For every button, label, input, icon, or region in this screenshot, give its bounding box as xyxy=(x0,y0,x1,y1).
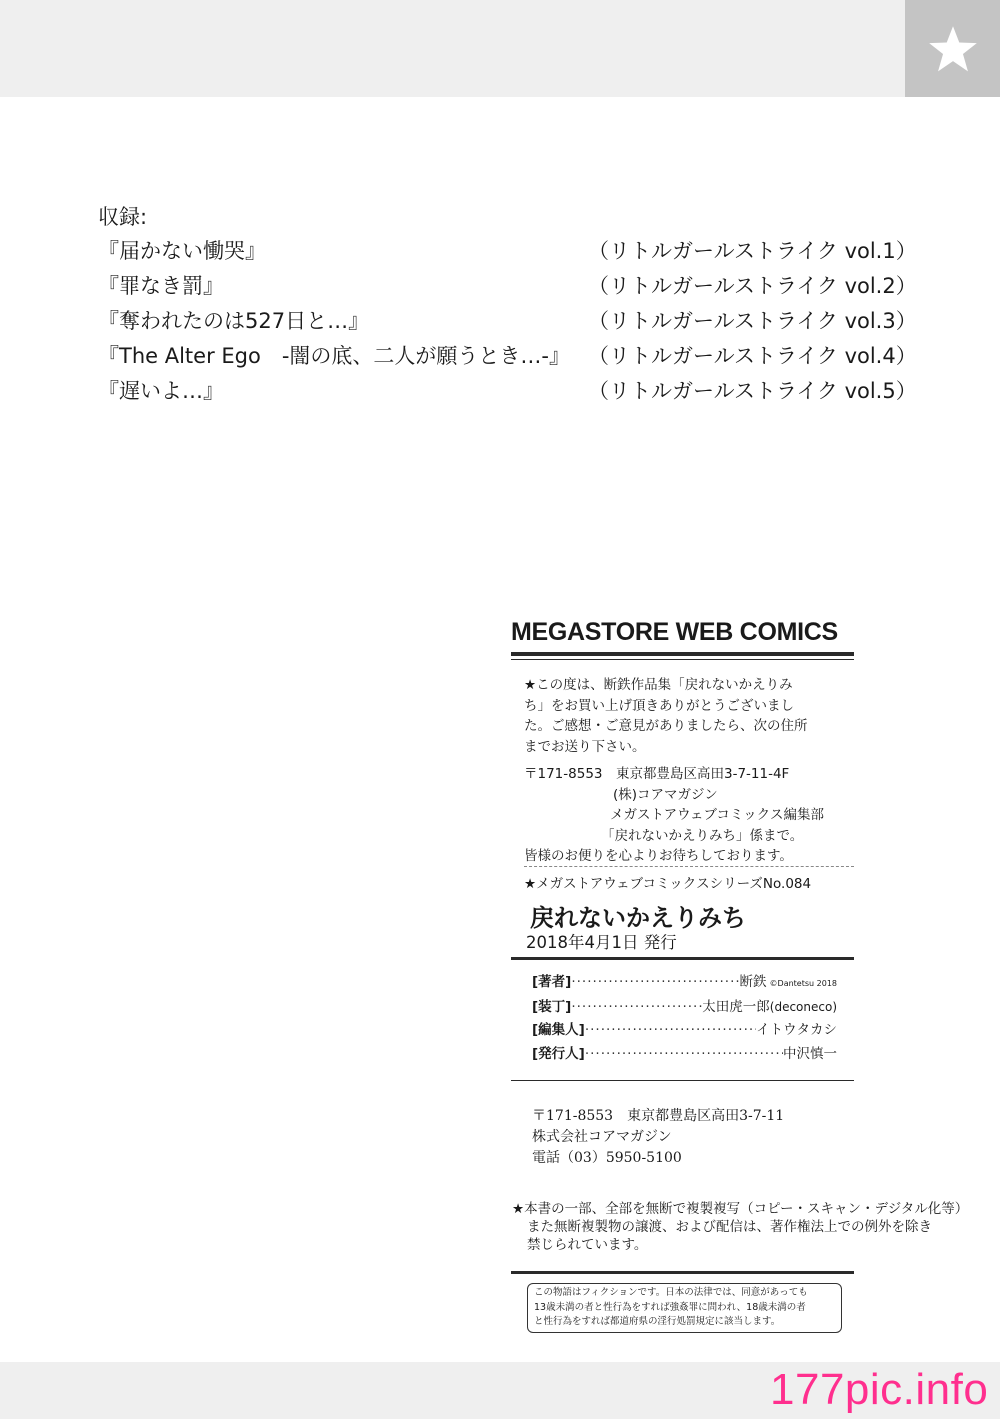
story-title: 『届かない慟哭』 xyxy=(98,239,266,263)
contents-row xyxy=(98,269,917,304)
leader-dots xyxy=(571,971,739,995)
contents-row xyxy=(98,339,917,374)
address-line: 〒171-8553 東京都豊島区高田3-7-11 xyxy=(532,1108,785,1124)
star-icon xyxy=(927,23,979,75)
message-line: ち」をお買い上げ頂きありがとうございまし xyxy=(524,697,794,714)
leader-dots xyxy=(571,996,702,1020)
story-source: （リトルガールストライク vol.5） xyxy=(588,379,917,403)
star-badge xyxy=(905,0,1000,97)
credit-role: [装丁] xyxy=(532,998,572,1015)
credit-row xyxy=(532,1043,837,1067)
credit-name: 中沢慎一 xyxy=(783,1045,837,1062)
story-source: （リトルガールストライク vol.4） xyxy=(588,344,917,368)
contents-list xyxy=(98,200,917,409)
divider xyxy=(511,659,854,660)
message-line: た。ご感想・ご意見がありましたら、次の住所 xyxy=(524,718,808,734)
address-line: 電話（03）5950-5100 xyxy=(532,1150,682,1166)
contents-row xyxy=(98,234,917,269)
address-line: メガストアウェブコミックス編集部 xyxy=(610,807,824,823)
story-source: （リトルガールストライク vol.3） xyxy=(588,309,917,333)
credit-name: 断鉄 xyxy=(739,974,767,990)
credit-row xyxy=(532,1019,837,1043)
top-band xyxy=(0,0,1000,97)
contents-heading: 収録: xyxy=(98,205,148,229)
notice-line: ★本書の一部、全部を無断で複製複写（コピー・スキャン・デジタル化等） xyxy=(512,1201,969,1217)
story-title: 『罪なき罰』 xyxy=(98,274,224,298)
book-title: 戻れないかえりみち xyxy=(530,904,746,932)
fiction-disclaimer xyxy=(527,1283,842,1333)
story-title: 『The Alter Ego -闇の底、二人が願うとき…-』 xyxy=(98,344,570,368)
credit-name: イトウタカシ xyxy=(756,1022,837,1038)
credit-row xyxy=(532,996,837,1020)
contents-row xyxy=(98,304,917,339)
series-label: ★メガストアウェブコミックスシリーズNo.084 xyxy=(524,876,812,892)
mail-address xyxy=(524,764,854,846)
story-source: （リトルガールストライク vol.1） xyxy=(588,239,917,263)
story-title: 『奪われたのは527日と…』 xyxy=(98,309,370,333)
publish-date: 2018年4月1日 発行 xyxy=(526,933,677,952)
credits xyxy=(532,971,837,1066)
leader-dots xyxy=(585,1043,783,1067)
disclaimer-line: と性行為をすれば都道府県の淫行処罰規定に該当します。 xyxy=(534,1316,781,1327)
imprint-logo: MEGASTORE WEB COMICS xyxy=(511,618,838,646)
copyright-note: ©Dantetsu 2018 xyxy=(769,979,837,988)
story-source: （リトルガールストライク vol.2） xyxy=(588,274,917,298)
copyright-notice xyxy=(512,1200,968,1254)
credit-name: 太田虎一郎 xyxy=(702,998,770,1015)
reader-message xyxy=(524,675,854,757)
message-line: ★この度は、断鉄作品集「戻れないかえりみ xyxy=(524,677,793,693)
address-line: (株)コアマガジン xyxy=(613,786,718,803)
contents-row xyxy=(98,374,917,409)
publisher-address xyxy=(532,1106,784,1169)
disclaimer-line: この物語はフィクションです。日本の法律では、同意があっても xyxy=(534,1287,808,1298)
dashed-divider xyxy=(524,866,854,867)
notice-line: 禁じられています。 xyxy=(527,1237,648,1253)
credit-role: [著者] xyxy=(532,974,572,990)
address-line: 「戻れないかえりみち」係まで。 xyxy=(601,827,804,844)
credit-extra: (deconeco) xyxy=(769,999,837,1014)
closing-line: 皆様のお便りを心よりお待ちしております。 xyxy=(524,848,793,864)
credit-role: [発行人] xyxy=(532,1045,585,1062)
address-line: 株式会社コアマガジン xyxy=(532,1129,672,1145)
notice-line: また無断複製物の譲渡、および配信は、著作権法上での例外を除き xyxy=(527,1219,932,1235)
disclaimer-line: 13歳未満の者と性行為をすれば強姦罪に問われ、18歳未満の者 xyxy=(534,1301,806,1313)
divider xyxy=(511,652,854,656)
message-line: までお送り下さい。 xyxy=(524,738,646,755)
divider xyxy=(511,1080,854,1081)
leader-dots xyxy=(585,1019,756,1043)
divider xyxy=(511,1271,854,1274)
divider xyxy=(511,957,854,960)
credit-role: [編集人] xyxy=(532,1022,585,1038)
credit-row xyxy=(532,971,837,996)
watermark: 177pic.info xyxy=(770,1365,989,1414)
story-title: 『遅いよ…』 xyxy=(98,379,224,403)
address-line: 〒171-8553 東京都豊島区高田3-7-11-4F xyxy=(524,766,790,782)
